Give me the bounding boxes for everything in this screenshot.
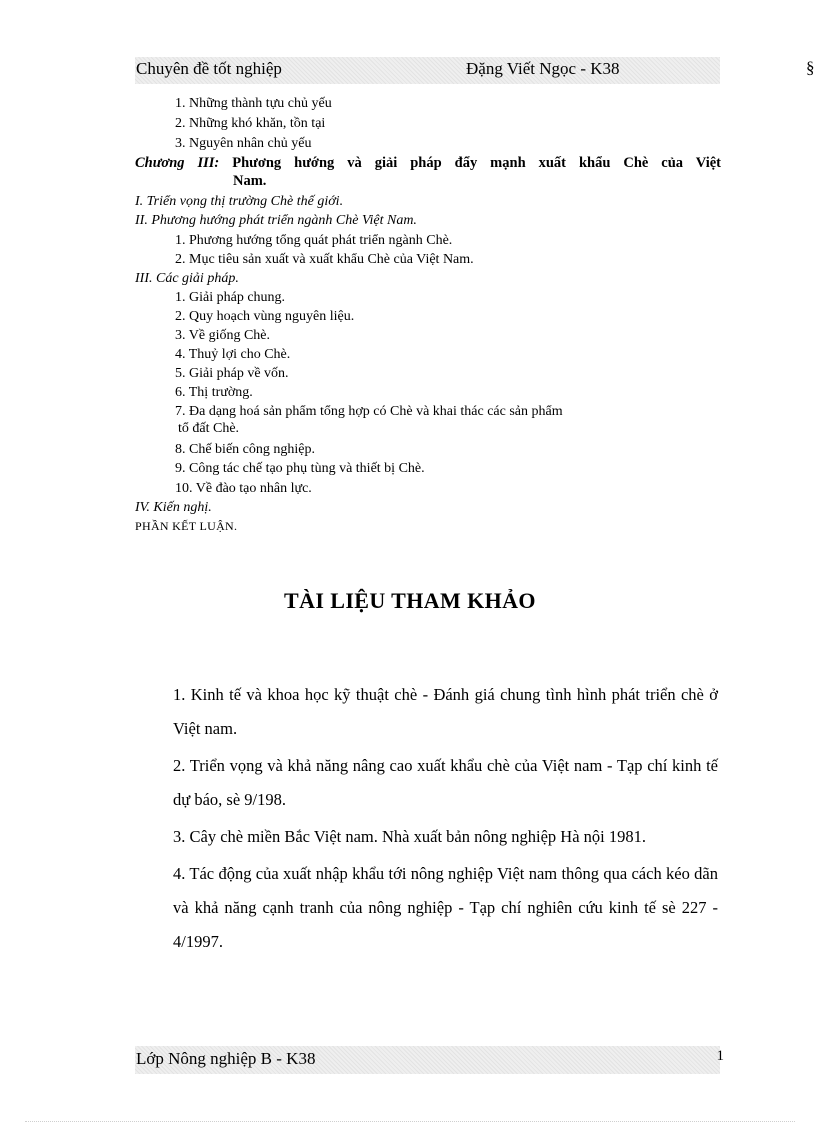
toc-item: 1. Phương hướng tổng quát phát triển ngành Chè. (175, 233, 453, 248)
page-number: 1 (716, 1048, 724, 1064)
toc-item: 10. Về đào tạo nhân lực. (175, 481, 312, 496)
toc-section: IV. Kiến nghị. (135, 500, 212, 515)
toc-item: 9. Công tác chế tạo phụ tùng và thiết bị Chè. (175, 461, 425, 476)
references-list (173, 678, 718, 962)
toc-item: 2. Mục tiêu sản xuất và xuất khẩu Chè của Việt Nam. (175, 252, 474, 267)
reference-item: 3. Cây chè miền Bắc Việt nam. Nhà xuất bản nông nghiệp Hà nội 1981. (173, 827, 646, 846)
toc-item: 7. Đa dạng hoá sản phẩm tổng hợp có Chè và khai thác các sản phẩm (175, 404, 563, 419)
header-title: Chuyên đề tốt nghiệp (136, 59, 282, 78)
toc-item: 4. Thuỷ lợi cho Chè. (175, 347, 291, 362)
footer-class: Lớp Nông nghiệp B - K38 (136, 1049, 316, 1068)
page-divider (25, 1121, 795, 1122)
references-title: TÀI LIỆU THAM KHẢO (284, 588, 536, 613)
page-header (135, 57, 720, 84)
toc-section: III. Các giải pháp. (135, 271, 239, 286)
chapter-3-heading (135, 154, 721, 190)
toc-item: 3. Nguyên nhân chủ yếu (175, 136, 312, 151)
toc-item: 6. Thị trường. (175, 385, 253, 400)
toc-item: 2. Quy hoạch vùng nguyên liệu. (175, 309, 355, 324)
toc-item: 5. Giải pháp về vốn. (175, 366, 289, 381)
chapter-title-line2: Nam. (233, 173, 267, 189)
header-author: Đặng Viết Ngọc - K38 (466, 59, 620, 78)
toc-item: 1. Những thành tựu chủ yếu (175, 96, 332, 111)
toc-item: 3. Về giống Chè. (175, 328, 271, 343)
toc-conclusion: PHẦN KẾT LUẬN. (135, 519, 238, 533)
toc-item-continuation: tổ đất Chè. (178, 421, 240, 436)
toc-item: 2. Những khó khăn, tồn tại (175, 116, 326, 131)
reference-item: 4. Tác động của xuất nhập khẩu tới nông nghiệp Việt nam thông qua cách kéo dãn và khả năng cạnh tranh của nông nghiệp - Tạp chí nghiên cứu kinh tế sè 227 - 4/1997. (173, 864, 718, 951)
section-mark: § (806, 58, 815, 77)
chapter-title-line1: Phương hướng và giải pháp đẩy mạnh xuất khẩu Chè của Việt (232, 155, 721, 171)
toc-item: 1. Giải pháp chung. (175, 290, 286, 305)
toc-section: I. Triển vọng thị trường Chè thế giới. (135, 194, 344, 209)
reference-item: 2. Triển vọng và khả năng nâng cao xuất khẩu chè của Việt nam - Tạp chí kinh tế dự báo, sè 9/198. (173, 756, 718, 809)
toc-item: 8. Chế biến công nghiệp. (175, 442, 315, 457)
toc-section: II. Phương hướng phát triển ngành Chè Việt Nam. (135, 213, 417, 228)
page-footer (135, 1046, 724, 1074)
reference-item: 1. Kinh tế và khoa học kỹ thuật chè - Đánh giá chung tình hình phát triển chè ở Việt nam. (173, 685, 718, 738)
chapter-label: Chương III: (135, 155, 220, 171)
